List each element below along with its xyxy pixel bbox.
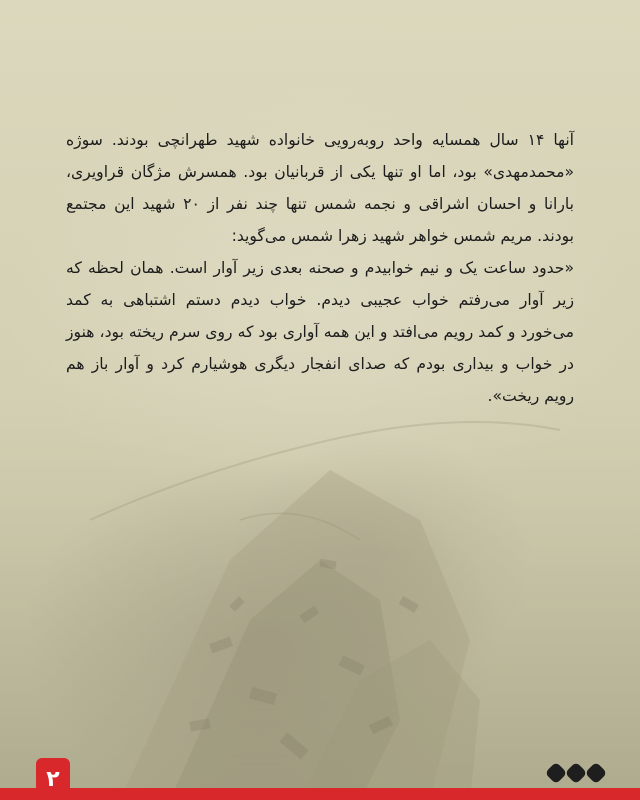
dot-icon (545, 762, 568, 785)
article-paragraph-quote: «حدود ساعت یک و نیم خوابیدم و صحنه بعدی زیر آوار است. همان لحظه که زیر آوار می‌رفتم خواب عجیبی دیدم. خواب دیدم دستم اشتباهی به کمد می‌خورد و کمد رویم می‌افتد و این همه آواری بود که روی سرم ریخته بود، هنوز در خواب و بیداری بودم که صدای انفجار دیگری هوشیارم کرد و آوار باز هم رویم ریخت». (66, 259, 574, 405)
dot-icon (565, 762, 588, 785)
footer-accent-bar (0, 788, 640, 800)
dot-icon (585, 762, 608, 785)
article-paragraph-intro: آنها ۱۴ سال همسایه واحد روبه‌رویی خانواده شهید طهرانچی بودند. سوژه «محمدمهدی» بود، اما او تنها یکی از قربانیان بود. همسرش مژگان قراویری، بارانا و احسان اشراقی و نجمه شمس تنها چند نفر از ۲۰ شهید این مجتمع بودند. مریم شمس خواهر شهید زهرا شمس می‌گوید: (66, 131, 574, 245)
next-page-dots-icon (548, 764, 608, 782)
page-number-badge: ۲ (36, 758, 70, 800)
article-body (66, 124, 574, 412)
